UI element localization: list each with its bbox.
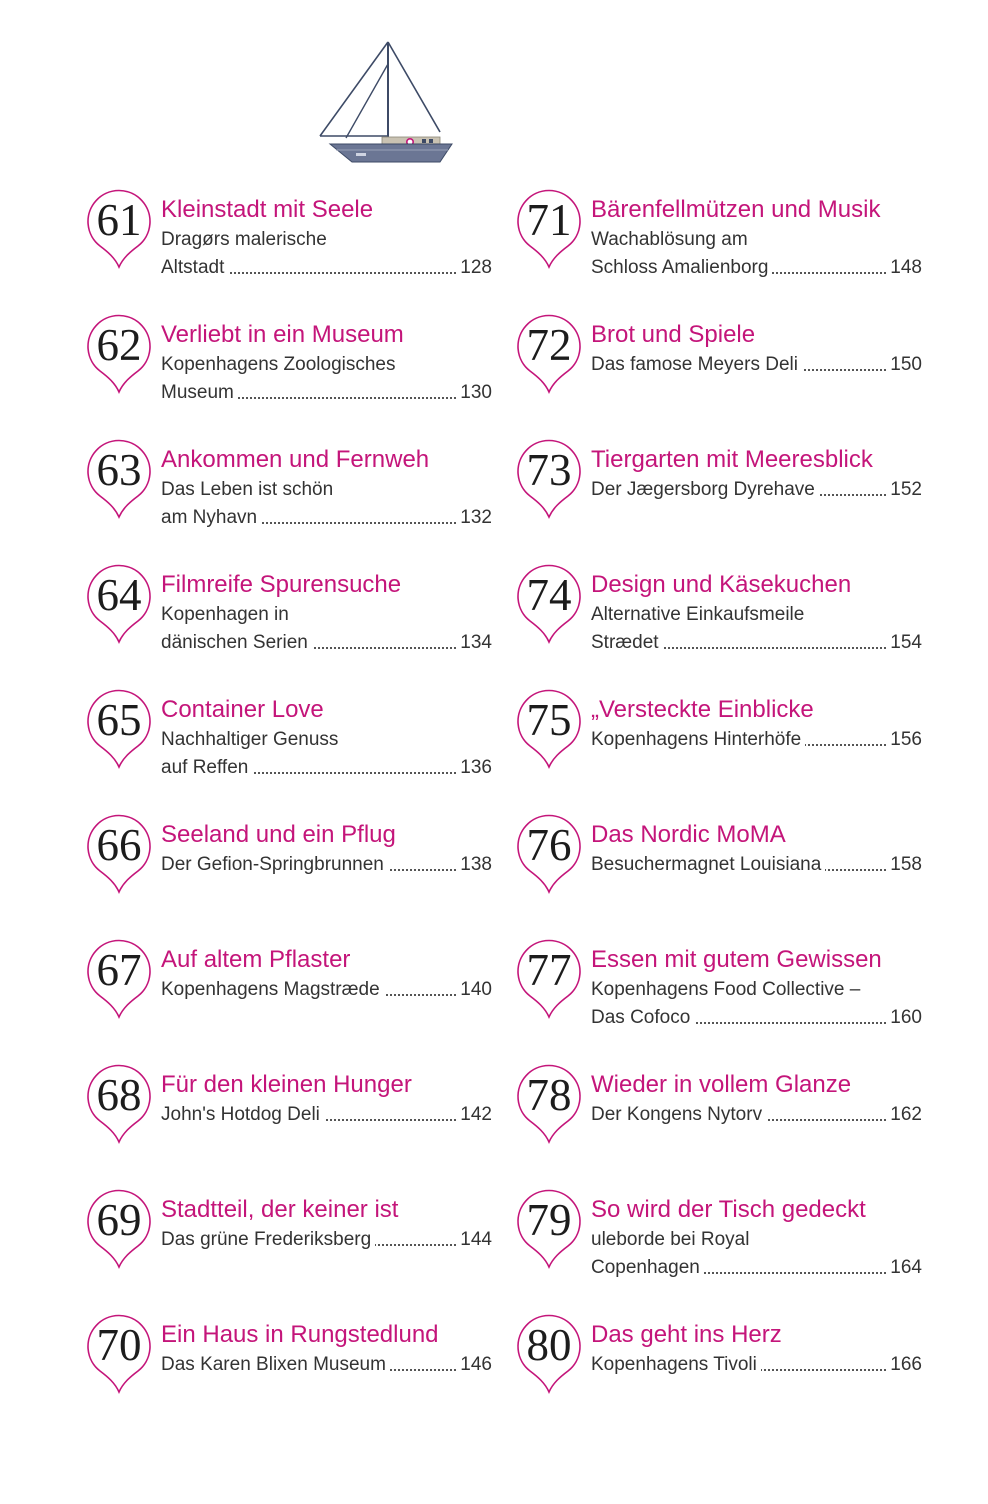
- chapter-marker: [86, 1063, 152, 1145]
- toc-entry[interactable]: [86, 1188, 498, 1298]
- chapter-number: 67: [96, 945, 142, 995]
- chapter-marker: [86, 813, 152, 895]
- toc-entry[interactable]: [516, 1188, 928, 1298]
- page-number: 162: [888, 1101, 922, 1129]
- chapter-number: 79: [526, 1195, 572, 1245]
- chapter-number: 75: [526, 695, 572, 745]
- chapter-number: 61: [96, 195, 142, 245]
- chapter-subtitle-line: Kopenhagens Magstræde 140: [161, 976, 492, 1004]
- toc-entry[interactable]: [516, 813, 928, 923]
- toc-entry[interactable]: [86, 313, 498, 423]
- page-number: 128: [458, 254, 492, 282]
- chapter-marker: [516, 563, 582, 645]
- chapter-subtitle-line: Kopenhagens Hinterhöfe 156: [591, 726, 922, 754]
- page-number: 144: [458, 1226, 492, 1254]
- chapter-marker: [86, 563, 152, 645]
- page-number: 142: [458, 1101, 492, 1129]
- toc-entry[interactable]: [86, 1313, 498, 1423]
- chapter-number: 65: [96, 695, 142, 745]
- chapter-subtitle-line: auf Reffen 136: [161, 754, 492, 782]
- chapter-number: 76: [526, 820, 572, 870]
- chapter-number: 68: [96, 1070, 142, 1120]
- toc-entry[interactable]: [86, 563, 498, 673]
- chapter-title[interactable]: Für den kleinen Hunger: [161, 1071, 412, 1098]
- chapter-number: 72: [526, 320, 572, 370]
- toc-entry[interactable]: [86, 938, 498, 1048]
- page-number: 166: [888, 1351, 922, 1379]
- chapter-title[interactable]: Verliebt in ein Museum: [161, 321, 404, 348]
- chapter-subtitle-line: Der Kongens Nytorv 162: [591, 1101, 922, 1129]
- chapter-number: 63: [96, 445, 142, 495]
- chapter-marker: [86, 188, 152, 270]
- toc-entry[interactable]: [516, 1313, 928, 1423]
- toc-entry[interactable]: [516, 1063, 928, 1173]
- chapter-marker: [516, 688, 582, 770]
- chapter-subtitle-line: Der Gefion-Springbrunnen 138: [161, 851, 492, 879]
- chapter-number: 74: [526, 570, 572, 620]
- chapter-subtitle-line: Copenhagen 164: [591, 1254, 922, 1282]
- chapter-marker: [86, 313, 152, 395]
- chapter-marker: [516, 813, 582, 895]
- chapter-number: 69: [96, 1195, 142, 1245]
- chapter-subtitle-line: Das Karen Blixen Museum 146: [161, 1351, 492, 1379]
- toc-entry[interactable]: [516, 563, 928, 673]
- chapter-title[interactable]: Kleinstadt mit Seele: [161, 196, 374, 223]
- chapter-title[interactable]: Filmreife Spurensuche: [161, 571, 402, 598]
- chapter-title[interactable]: Das geht ins Herz: [591, 1321, 782, 1348]
- toc-entry[interactable]: [86, 438, 498, 548]
- chapter-title[interactable]: Design und Käsekuchen: [591, 571, 852, 598]
- chapter-marker: [516, 1313, 582, 1395]
- chapter-subtitle-line: Besuchermagnet Louisiana 158: [591, 851, 922, 879]
- page-number: 134: [458, 629, 492, 657]
- chapter-subtitle-line: Das grüne Frederiksberg 144: [161, 1226, 492, 1254]
- page-number: 160: [888, 1004, 922, 1032]
- page-number: 158: [888, 851, 922, 879]
- chapter-title[interactable]: Bärenfellmützen und Musik: [591, 196, 881, 223]
- toc-entry[interactable]: [516, 313, 928, 423]
- chapter-subtitle-line: Kopenhagen in: [161, 604, 289, 625]
- chapter-subtitle-line: am Nyhavn 132: [161, 504, 492, 532]
- chapter-subtitle-line: Das Leben ist schön: [161, 479, 334, 500]
- page-number: 146: [458, 1351, 492, 1379]
- toc-entry[interactable]: [86, 813, 498, 923]
- chapter-subtitle-line: Schloss Amalienborg 148: [591, 254, 922, 282]
- chapter-title[interactable]: Ankommen und Fernweh: [161, 446, 430, 473]
- chapter-number: 77: [526, 945, 572, 995]
- chapter-number: 78: [526, 1070, 572, 1120]
- chapter-title[interactable]: So wird der Tisch gedeckt: [591, 1196, 866, 1223]
- sailboat-icon: [312, 38, 457, 168]
- chapter-title[interactable]: Auf altem Pflaster: [161, 946, 351, 973]
- chapter-marker: [86, 1313, 152, 1395]
- page-number: 148: [888, 254, 922, 282]
- chapter-title[interactable]: Essen mit gutem Gewissen: [591, 946, 882, 973]
- chapter-subtitle-line: dänischen Serien 134: [161, 629, 492, 657]
- chapter-marker: [516, 188, 582, 270]
- page-number: 154: [888, 629, 922, 657]
- page-number: 164: [888, 1254, 922, 1282]
- chapter-subtitle-line: uleborde bei Royal: [591, 1229, 750, 1250]
- page-number: 136: [458, 754, 492, 782]
- chapter-subtitle-line: Strædet 154: [591, 629, 922, 657]
- chapter-subtitle-line: Wachablösung am: [591, 229, 748, 250]
- chapter-title[interactable]: Container Love: [161, 696, 324, 723]
- chapter-marker: [86, 688, 152, 770]
- chapter-subtitle-line: Altstadt 128: [161, 254, 492, 282]
- chapter-marker: [86, 938, 152, 1020]
- chapter-title[interactable]: Seeland und ein Pflug: [161, 821, 396, 848]
- chapter-subtitle-line: Kopenhagens Tivoli 166: [591, 1351, 922, 1379]
- chapter-marker: [516, 313, 582, 395]
- chapter-title[interactable]: Wieder in vollem Glanze: [591, 1071, 852, 1098]
- toc-entry[interactable]: [86, 1063, 498, 1173]
- chapter-number: 70: [96, 1320, 142, 1370]
- chapter-marker: [86, 1188, 152, 1270]
- chapter-title[interactable]: Das Nordic MoMA: [591, 821, 786, 848]
- toc-entry[interactable]: [86, 688, 498, 798]
- chapter-number: 64: [96, 570, 142, 620]
- toc-entry[interactable]: [86, 188, 498, 298]
- chapter-number: 62: [96, 320, 142, 370]
- chapter-title[interactable]: Ein Haus in Rungstedlund: [161, 1321, 439, 1348]
- chapter-marker: [86, 438, 152, 520]
- chapter-subtitle-line: Kopenhagens Zoologisches: [161, 354, 396, 375]
- chapter-title[interactable]: „Versteckte Einblicke: [591, 696, 814, 723]
- page-number: 140: [458, 976, 492, 1004]
- chapter-title[interactable]: Tiergarten mit Meeresblick: [591, 446, 873, 473]
- page-number: 156: [888, 726, 922, 754]
- page-number: 152: [888, 476, 922, 504]
- page-number: 132: [458, 504, 492, 532]
- toc-entry[interactable]: [516, 938, 928, 1048]
- chapter-number: 73: [526, 445, 572, 495]
- page-number: 150: [888, 351, 922, 379]
- chapter-marker: [516, 438, 582, 520]
- chapter-number: 66: [96, 820, 142, 870]
- page-number: 138: [458, 851, 492, 879]
- chapter-marker: [516, 1188, 582, 1270]
- chapter-subtitle-line: Alternative Einkaufsmeile: [591, 604, 805, 625]
- chapter-number: 71: [526, 195, 572, 245]
- chapter-subtitle-line: Das Cofoco 160: [591, 1004, 922, 1032]
- chapter-title[interactable]: Stadtteil, der keiner ist: [161, 1196, 399, 1223]
- toc-entry[interactable]: [516, 438, 928, 548]
- toc-entry[interactable]: [516, 688, 928, 798]
- chapter-marker: [516, 938, 582, 1020]
- chapter-number: 80: [526, 1320, 572, 1370]
- chapter-subtitle-line: John's Hotdog Deli 142: [161, 1101, 492, 1129]
- chapter-subtitle-line: Museum 130: [161, 379, 492, 407]
- chapter-subtitle-line: Der Jægersborg Dyrehave 152: [591, 476, 922, 504]
- page-number: 130: [458, 379, 492, 407]
- chapter-marker: [516, 1063, 582, 1145]
- chapter-subtitle-line: Dragørs malerische: [161, 229, 327, 250]
- chapter-title[interactable]: Brot und Spiele: [591, 321, 756, 348]
- toc-entry[interactable]: [516, 188, 928, 298]
- chapter-subtitle-line: Nachhaltiger Genuss: [161, 729, 339, 750]
- chapter-subtitle-line: Das famose Meyers Deli 150: [591, 351, 922, 379]
- chapter-subtitle-line: Kopenhagens Food Collective –: [591, 979, 861, 1000]
